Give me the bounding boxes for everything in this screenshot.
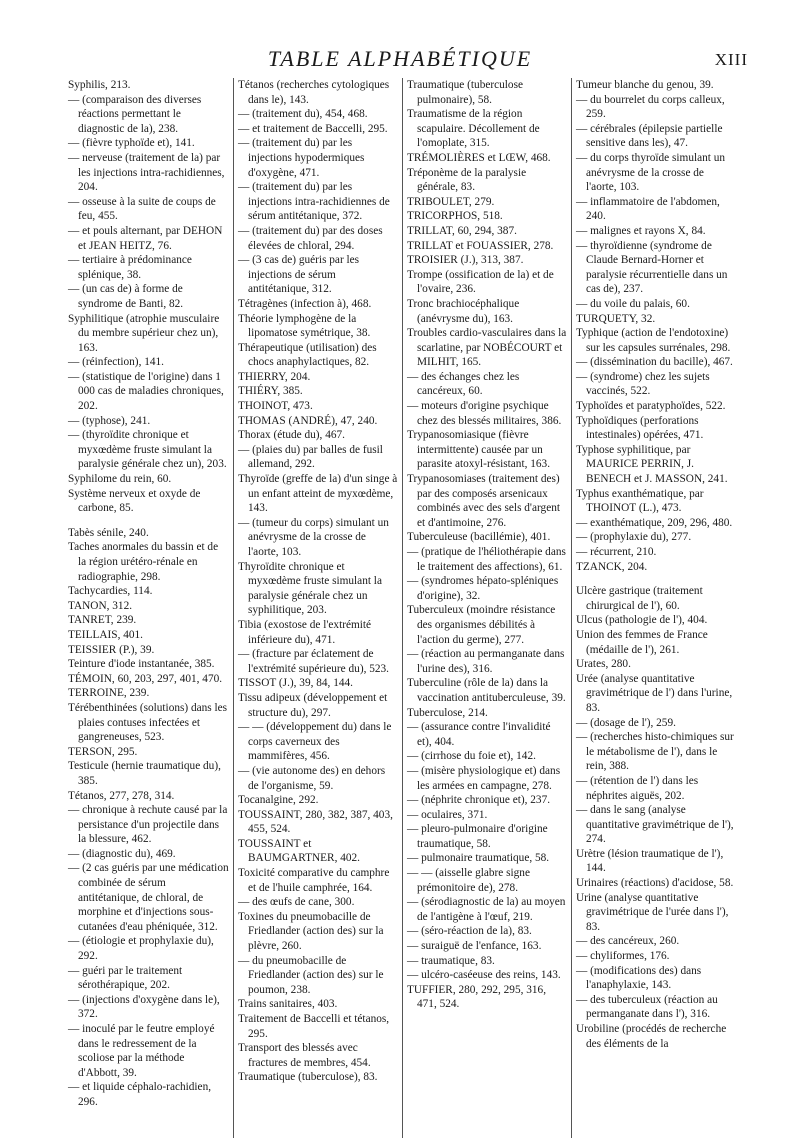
index-entry: — (statistique de l'origine) dans 1 000 cas de maladies chroniques, 202. <box>68 370 224 413</box>
index-entry: TOUSSAINT, 280, 382, 387, 403, 455, 524. <box>238 808 393 836</box>
index-entry: Tuberculose, 214. <box>407 706 488 719</box>
index-entry: — inflammatoire de l'abdomen, 240. <box>576 195 720 223</box>
index-entry: Tuberculeux (moindre résistance des organismes débilités à l'action du germe), 277. <box>407 604 556 646</box>
index-entry: Typhique (action de l'endotoxine) sur les capsules surrénales, 298. <box>576 327 731 354</box>
index-entry: THIÉRY, 385. <box>238 385 303 398</box>
index-entry: Traitement de Baccelli et tétanos, 295. <box>238 1013 390 1040</box>
index-entry: — tertiaire à prédominance splénique, 38. <box>68 254 192 281</box>
index-entry: — (comparaison des diverses réactions permettant le diagnostic de la), 238. <box>68 93 202 135</box>
index-entry: Tuberculine (rôle de la) dans la vaccination antituberculeuse, 39. <box>407 677 566 704</box>
index-entry: — (réaction au permanganate dans l'urine des), 316. <box>407 648 565 675</box>
index-entry: Thérapeutique (utilisation) des chocs anaphylactiques, 82. <box>238 341 377 369</box>
index-entry: — (fracture par éclatement de l'extrémité supérieure du), 523. <box>238 648 390 675</box>
index-entry: THOMAS (ANDRÉ), 47, 240. <box>238 414 378 427</box>
index-entry: — (3 cas de) guéris par les injections de sérum antitétanique, 312. <box>238 254 360 296</box>
index-entry: — (réinfection), 141. <box>68 356 164 369</box>
index-entry: — des tuberculeux (réaction au permanganate dans l'), 316. <box>576 993 718 1021</box>
index-entry: Syphilitique (atrophie musculaire du membre supérieur chez un), 163. <box>68 312 220 354</box>
index-entry: Union des femmes de France (médaille de l'), 261. <box>576 628 708 656</box>
index-entry: — pleuro-pulmonaire d'origine traumatique, 58. <box>407 823 548 850</box>
index-entry: — (traitement du), 454, 468. <box>238 108 368 121</box>
index-entry: — du voile du palais, 60. <box>576 297 690 310</box>
index-entry: Testicule (hernie traumatique du), 385. <box>68 760 221 787</box>
index-entry: TEISSIER (P.), 39. <box>68 643 155 656</box>
index-entry: Tuberculeuse (bacillémie), 401. <box>407 531 551 544</box>
index-entry: TRÉMOLIÈRES et LŒW, 468. <box>407 151 551 164</box>
index-entry: — des échanges chez les cancéreux, 60. <box>407 370 520 398</box>
index-entry: Théorie lymphogène de la lipomatose symétrique, 38. <box>238 312 371 340</box>
index-entry: TANON, 312. <box>68 599 133 612</box>
index-column-3 <box>402 78 571 1138</box>
index-entry: — (vie autonome des) en dehors de l'organisme, 59. <box>238 764 386 792</box>
index-entry: Urine (analyse quantitative gravimétrique de l'urée dans l'), 83. <box>576 891 729 933</box>
index-entry: — moteurs d'origine psychique chez des blessés militaires, 386. <box>407 400 562 427</box>
index-entry: — nerveuse (traitement de la) par les injections intra-rachidiennes, 204. <box>68 151 225 194</box>
index-entry: — (modifications des) dans l'anaphylaxie, 143. <box>576 964 702 992</box>
index-entry: — (dosage de l'), 259. <box>576 716 676 729</box>
index-entry: — (pratique de l'héliothérapie dans le traitement des affections), 61. <box>407 546 566 573</box>
index-column-2 <box>233 78 402 1138</box>
index-entry: — traumatique, 83. <box>407 954 495 967</box>
index-entry: Tronc brachiocéphalique (anévrysme du), 163. <box>407 297 520 325</box>
index-entry: — (cirrhose du foie et), 142. <box>407 750 536 763</box>
index-entry: TRILLAT et FOUASSIER, 278. <box>407 239 554 252</box>
index-entry: — du pneumobacille de Friedlander (action des) sur le poumon, 238. <box>238 954 384 996</box>
index-entry: — récurrent, 210. <box>576 546 657 558</box>
index-entry: — (rétention de l') dans les néphrites aiguës, 202. <box>576 774 699 802</box>
index-entry: — (syndromes hépato-spléniques d'origine), 32. <box>407 575 559 602</box>
index-entry: — — (aisselle glabre signe prémonitoire de), 278. <box>407 867 530 894</box>
index-column-4 <box>571 78 740 1138</box>
index-entry: Tabès sénile, 240. <box>68 526 149 539</box>
index-entry: TOUSSAINT et BAUMGARTNER, 402. <box>238 837 360 865</box>
index-entry: Urates, 280. <box>576 658 631 671</box>
index-entry: Troubles cardio-vasculaires dans la scarlatine, par NOBÉCOURT et MILHIT, 165. <box>407 327 567 369</box>
index-entry: — osseuse à la suite de coups de feu, 455. <box>68 195 216 223</box>
index-entry: TANRET, 239. <box>68 614 137 627</box>
index-entry: Urée (analyse quantitative gravimétrique de l') dans l'urine, 83. <box>576 672 733 714</box>
index-entry: Teinture d'iode instantanée, 385. <box>68 658 215 671</box>
index-entry: — du corps thyroïde simulant un anévrysme de la crosse de l'aorte, 103. <box>576 151 726 194</box>
index-entry: THOINOT, 473. <box>238 400 313 413</box>
index-entry: Taches anormales du bassin et de la région urétéro-rénale en radiographie, 298. <box>68 541 219 583</box>
index-column-1 <box>64 78 233 1138</box>
index-entry: — (séro-réaction de la), 83. <box>407 925 532 938</box>
index-entry: Urètre (lésion traumatique de l'), 144. <box>576 847 724 875</box>
index-entry: — (un cas de) à forme de syndrome de Banti, 82. <box>68 283 184 310</box>
index-entry: TZANCK, 204. <box>576 560 648 573</box>
index-entry: — (typhose), 241. <box>68 414 151 427</box>
index-entry: Tumeur blanche du genou, 39. <box>576 79 714 91</box>
index-entry: Tissu adipeux (développement et structure du), 297. <box>238 691 388 719</box>
index-entry: — exanthématique, 209, 296, 480. <box>576 516 733 529</box>
index-entry: Thyroïdite chronique et myxœdème fruste simulant la paralysie générale chez un syphilitique, 203. <box>238 560 382 617</box>
page-title: TABLE ALPHABÉTIQUE <box>267 46 533 71</box>
page-header <box>0 46 800 76</box>
index-entry: Traumatique (tuberculose pulmonaire), 58. <box>407 79 523 106</box>
index-entry: Urobiline (procédés de recherche des éléments de la <box>576 1023 727 1050</box>
index-entry: Traumatique (tuberculose), 83. <box>238 1071 378 1084</box>
index-entry: — des cancéreux, 260. <box>576 935 680 948</box>
index-entry: Transport des blessés avec fractures de membres, 454. <box>238 1042 371 1069</box>
index-entry: — (assurance contre l'invalidité et), 404. <box>407 721 551 748</box>
index-entry: — (dissémination du bacille), 467. <box>576 356 733 369</box>
index-entry: TUFFIER, 280, 292, 295, 316, 471, 524. <box>407 983 547 1011</box>
index-entry: — suraiguë de l'enfance, 163. <box>407 940 542 953</box>
index-entry: — (2 cas guéris par une médication combinée de sérum antitétanique, de chloral, de morphine et d'injections sous-cutanées d'eau phéniquée, 312. <box>68 862 229 933</box>
index-entry: Tachycardies, 114. <box>68 585 153 598</box>
index-entry: THIERRY, 204. <box>238 370 311 383</box>
index-entry: — (diagnostic du), 469. <box>68 847 176 860</box>
index-entry: — guéri par le traitement sérothérapique, 202. <box>68 964 183 992</box>
index-entry: TROISIER (J.), 313, 387. <box>407 254 524 267</box>
index-entry: — (traitement du) par les injections intra-rachidiennes de sérum antitétanique, 372. <box>238 181 390 223</box>
index-entry: — (traitement du) par des doses élevées de chloral, 294. <box>238 224 383 252</box>
index-entry: Thyroïde (greffe de la) d'un singe à un enfant atteint de myxœdème, 143. <box>238 473 398 515</box>
index-entry: — pulmonaire traumatique, 58. <box>407 852 550 865</box>
index-entry: Toxicité comparative du camphre et de l'huile camphrée, 164. <box>238 867 390 894</box>
index-entry: TEILLAIS, 401. <box>68 628 143 641</box>
index-entry: — oculaires, 371. <box>407 808 488 821</box>
index-entry: Térébenthinées (solutions) dans les plaies contuses infectées et gangreneuses, 523. <box>68 701 228 744</box>
index-entry: Trypanosomiasique (fièvre intermittente) causée par un parasite atoxyl-résistant, 163. <box>407 429 551 471</box>
index-entry: — (thyroïdite chronique et myxœdème fruste simulant la paralysie générale chez un), 203. <box>68 429 227 471</box>
index-entry: TRILLAT, 60, 294, 387. <box>407 224 517 237</box>
index-entry: Tocanalgine, 292. <box>238 794 319 807</box>
index-entry: — (prophylaxie du), 277. <box>576 531 692 544</box>
index-entry: — malignes et rayons X, 84. <box>576 224 706 237</box>
index-entry: TERSON, 295. <box>68 745 138 758</box>
index-entry: TÉMOIN, 60, 203, 297, 401, 470. <box>68 672 223 685</box>
index-entry: Typhoïdes et paratyphoïdes, 522. <box>576 400 726 413</box>
index-entry: — (néphrite chronique et), 237. <box>407 794 551 807</box>
index-entry: — chyliformes, 176. <box>576 950 670 963</box>
index-entry: Traumatisme de la région scapulaire. Décollement de l'omoplate, 315. <box>407 108 540 150</box>
index-entry: — ulcéro-caséeuse des reins, 143. <box>407 969 561 982</box>
index-entry: Système nerveux et oxyde de carbone, 85. <box>68 487 201 515</box>
index-entry: — inoculé par le feutre employé dans le redressement de la scoliose par la méthode d'Abbott, 39. <box>68 1023 215 1079</box>
index-entry: — du bourrelet du corps calleux, 259. <box>576 93 725 121</box>
index-entry: — (syndrome) chez les sujets vaccinés, 522. <box>576 370 710 398</box>
index-entry: Typhose syphilitique, par MAURICE PERRIN, J. BENECH et J. MASSON, 241. <box>576 443 728 486</box>
index-entry: — chronique à rechute causé par la persistance d'un projectile dans la blessure, 462. <box>68 804 228 846</box>
index-entry: — dans le sang (analyse quantitative gravimétrique de l'), 274. <box>576 804 734 846</box>
index-entry: TISSOT (J.), 39, 84, 144. <box>238 677 353 690</box>
index-entry: TURQUETY, 32. <box>576 312 656 325</box>
index-entry: Toxines du pneumobacille de Friedlander (action des) sur la plèvre, 260. <box>238 910 384 953</box>
index-entry: Thorax (étude du), 467. <box>238 429 345 442</box>
index-entry: — et pouls alternant, par DEHON et JEAN HEITZ, 76. <box>68 224 223 252</box>
index-entry: — (traitement du) par les injections hypodermiques d'oxygène, 471. <box>238 137 365 179</box>
index-entry: TERROINE, 239. <box>68 687 150 700</box>
index-entry: — (plaies du) par balles de fusil allemand, 292. <box>238 443 383 471</box>
index-entry: — (fièvre typhoïde et), 141. <box>68 137 195 150</box>
index-entry: — (sérodiagnostic de la) au moyen de l'antigène à l'œuf, 219. <box>407 896 566 923</box>
index-columns <box>64 78 740 1138</box>
index-entry: Typhoïdiques (perforations intestinales) opérées, 471. <box>576 414 704 442</box>
index-entry: TRIBOULET, 279. <box>407 195 495 208</box>
index-entry: — cérébrales (épilepsie partielle sensitive dans les), 47. <box>576 122 723 150</box>
index-entry: Ulcus (pathologie de l'), 404. <box>576 614 708 627</box>
index-entry: Typhus exanthématique, par THOINOT (L.), 473. <box>576 487 704 515</box>
index-entry: — et traitement de Baccelli, 295. <box>238 122 388 135</box>
index-entry: — (misère physiologique et) dans les armées en campagne, 278. <box>407 764 561 792</box>
index-entry: Tétanos, 277, 278, 314. <box>68 789 175 802</box>
index-entry: — — (développement du) dans le corps caverneux des mammifères, 456. <box>238 721 392 763</box>
index-entry: Syphilis, 213. <box>68 79 131 91</box>
index-entry: Urinaires (réactions) d'acidose, 58. <box>576 877 734 890</box>
index-entry: Tétanos (recherches cytologiques dans le), 143. <box>238 79 390 106</box>
index-entry: — et liquide céphalo-rachidien, 296. <box>68 1081 212 1108</box>
index-entry: — (recherches histo-chimiques sur le métabolisme de l'), dans le rein, 388. <box>576 731 734 773</box>
index-entry: — (injections d'oxygène dans le), 372. <box>68 993 220 1021</box>
index-entry: Syphilome du rein, 60. <box>68 473 172 486</box>
index-entry: Tréponème de la paralysie générale, 83. <box>407 166 527 194</box>
index-entry: Tibia (exostose de l'extrémité inférieure du), 471. <box>238 618 372 646</box>
index-entry: Tétragènes (infection à), 468. <box>238 297 372 310</box>
index-entry: — (tumeur du corps) simulant un anévrysme de la crosse de l'aorte, 103. <box>238 516 389 558</box>
page-number: XIII <box>714 50 748 69</box>
index-entry: Trains sanitaires, 403. <box>238 998 338 1011</box>
index-entry: Trypanosomiases (traitement des) par des composés arsenicaux combinés avec des sels d'argent et d'antimoine, 276. <box>407 473 560 529</box>
index-entry: TRICORPHOS, 518. <box>407 210 503 223</box>
index-entry: — thyroïdienne (syndrome de Claude Bernard-Horner et paralysie récurrentielle dans un cas de), 237. <box>576 239 728 296</box>
index-entry: — des œufs de cane, 300. <box>238 896 355 909</box>
index-entry: — (étiologie et prophylaxie du), 292. <box>68 935 214 963</box>
index-entry: Ulcère gastrique (traitement chirurgical de l'), 60. <box>576 585 703 612</box>
index-entry: Trompe (ossification de la) et de l'ovaire, 236. <box>407 268 554 296</box>
